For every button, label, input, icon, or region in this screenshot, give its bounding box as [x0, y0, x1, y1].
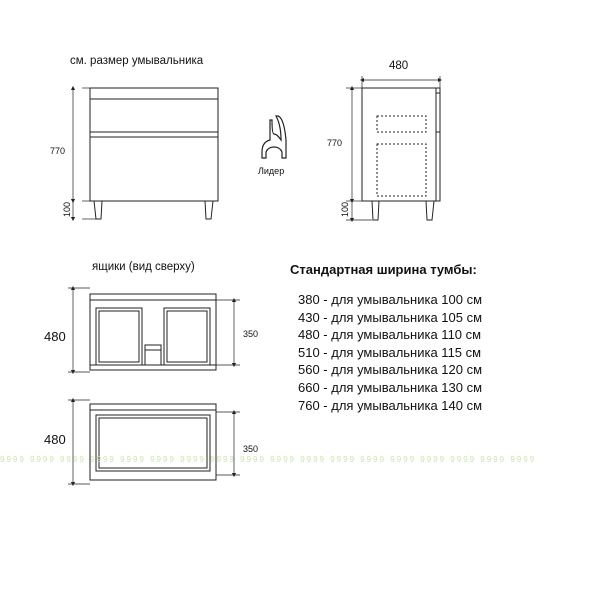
standard-width-row: 560 - для умывальника 120 см [298, 362, 483, 378]
drawer-lower-depth-label: 480 [44, 432, 66, 447]
side-view-width-label: 480 [389, 60, 409, 72]
drawer-top-view-upper [90, 294, 216, 370]
standard-width-row: 480 - для умывальника 110 см [298, 327, 482, 343]
drawer-upper-inner-label: 350 [243, 329, 259, 339]
side-view-height-label: 770 [327, 138, 343, 148]
front-view-dimension-lines [73, 88, 96, 219]
front-view-height-label: 770 [50, 146, 66, 156]
drawer-top-view-lower [90, 404, 216, 480]
front-view-caption: см. размер умывальника [70, 55, 204, 67]
standard-width-row: 760 - для умывальника 140 см [298, 397, 483, 413]
front-view-legs-label: 100 [62, 201, 73, 218]
standard-width-row: 660 - для умывальника 130 см [298, 379, 483, 395]
front-view-cabinet [90, 88, 218, 219]
drawers-caption: ящики (вид сверху) [92, 261, 195, 273]
watermark: 9999 9999 9999 9999 9999 9999 9999 9999 9999 9999 9999 9999 9999 9999 9999 9999 9999 9999 [0, 455, 537, 464]
standard-widths-heading: Стандартная ширина тумбы: [290, 262, 477, 277]
side-view-cabinet [362, 88, 440, 220]
drawer-lower-inner-label: 350 [243, 444, 259, 454]
standard-widths-list [298, 291, 482, 414]
drawer-upper-dimension-lines [68, 288, 240, 372]
handle-profile [262, 116, 286, 158]
standard-width-row: 380 - для умывальника 100 см [298, 292, 483, 307]
standard-width-row: 430 - для умывальника 105 см [298, 309, 483, 325]
standard-width-row: 510 - для умывальника 115 см [298, 344, 482, 360]
side-view-legs-label: 100 [340, 201, 351, 218]
drawer-upper-depth-label: 480 [44, 329, 66, 344]
handle-caption: Лидер [258, 166, 285, 176]
